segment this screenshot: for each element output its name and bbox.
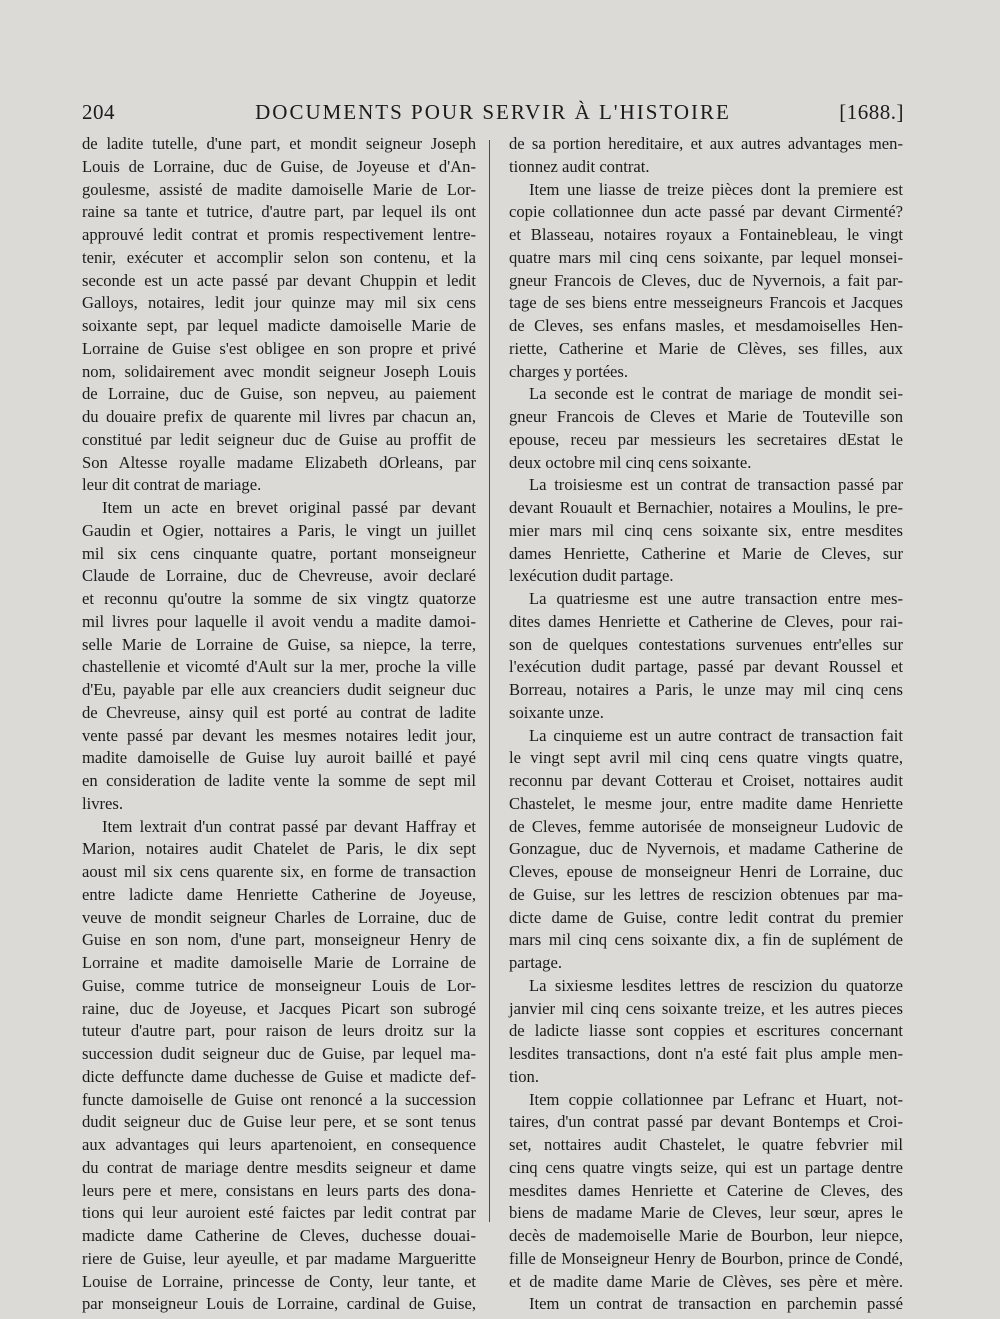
text-line: La troisiesme est un contrat de transaction passé par <box>529 475 903 495</box>
text-line: de ladicte liasse sont coppies et escritures concernant <box>509 1021 903 1041</box>
text-line: fille de Monseigneur Henry de Bourbon, prince de Condé, <box>509 1248 903 1268</box>
text-line: en consideration de ladite vente la somme de sept mil <box>82 771 476 790</box>
text-line: La seconde est le contrat de mariage de mondit sei- <box>529 384 903 404</box>
text-line: raine sa tante et tutrice, d'autre part, par lequel ils ont <box>82 202 476 222</box>
text-line: chastellenie et vicomté d'Ault sur la mer, proche la ville <box>82 657 476 677</box>
text-line: du contrat de mariage dentre mesdits seigneur et dame <box>82 1157 476 1177</box>
text-line: son de quelques contestations survenues entr'elles sur <box>509 634 903 654</box>
text-line: Guise en son nom, d'une part, monseigneur Henry de <box>82 930 476 950</box>
text-line: goulesme, assisté de madite damoiselle Marie de Lor- <box>82 179 476 199</box>
text-line: partage. <box>509 953 562 972</box>
text-line: functe damoiselle de Guise ont renoncé a la succession <box>82 1089 476 1109</box>
text-line: seconde est un acte passé par devant Chuppin et ledit <box>82 270 476 290</box>
text-line: Gonzague, duc de Nyvernois, et madame Catherine de <box>509 839 903 859</box>
text-line: livres. <box>82 793 124 813</box>
text-line: riere de Guise, leur ayeulle, et par madame Margueritte <box>82 1248 476 1268</box>
text-line: madite damoiselle de Guise luy auroit baillé et payé <box>82 748 476 768</box>
text-line: reconnu par devant Cotterau et Croiset, nottaires audit <box>509 771 903 790</box>
text-line: deux octobre mil cinq cens soixante. <box>509 452 752 472</box>
page-number: 204 <box>82 100 115 124</box>
text-line: riette, Catherine et Marie de Clèves, ses filles, aux <box>509 338 903 358</box>
text-line: Marion, notaires audit Chatelet de Paris, le dix sept <box>82 839 476 859</box>
text-line: Borreau, notaires a Paris, le unze may mil cinq cens <box>509 680 903 699</box>
text-line: selle Marie de Lorraine de Guise, sa niepce, la terre, <box>82 634 476 654</box>
text-line: La cinquieme est un autre contract de transaction fait <box>529 725 903 745</box>
text-line: de Lorraine, duc de Guise, son nepveu, au paiement <box>82 384 476 404</box>
text-line: Item un contrat de transaction en parchemin passé <box>529 1294 903 1314</box>
text-line: lesdites transactions, dont n'a esté fait plus ample men- <box>509 1044 903 1063</box>
column-divider <box>489 140 490 1222</box>
text-line: aoust mil six cens quarente six, en forme de transaction <box>82 862 476 881</box>
text-line: veuve de mondit seigneur Charles de Lorraine, duc de <box>82 907 476 927</box>
text-line: de sa portion hereditaire, et aux autres advantages men- <box>509 134 903 153</box>
text-line: Item coppie collationnee par Lefranc et Huart, not- <box>529 1089 903 1109</box>
text-line: Chastelet, le mesme jour, entre madite dame Henriette <box>509 793 903 813</box>
text-line: nom, solidairement avec mondit seigneur Joseph Louis <box>82 361 476 381</box>
text-line: le vingt sept avril mil cinq cens quatre vingts quatre, <box>509 748 903 768</box>
text-line: Item un acte en brevet original passé par devant <box>102 498 476 517</box>
text-line: mars mil cinq cens soixante dix, a fin de suplément de <box>509 930 903 950</box>
text-line: taires, d'un contrat passé par devant Bontemps et Croi- <box>509 1112 903 1132</box>
text-line: vente passé par devant les mesmes notaires ledit jour, <box>82 725 476 745</box>
text-line: de Cleves, femme autorisée de monseigneur Ludovic de <box>509 816 903 836</box>
text-line: copie collationnee dun acte passé par devant Cirmenté? <box>509 202 903 222</box>
text-line: devant Rouault et Bernachier, notaires a Moulins, le pre- <box>509 498 903 517</box>
text-line: gneur Francois de Cleves, duc de Nyvernois, a fait par- <box>509 270 903 290</box>
text-line: Galloys, notaires, ledit jour quinze may mil six cens <box>82 293 476 313</box>
text-line: tionnez audit contrat. <box>509 156 650 176</box>
text-line: dames Henriette, Catherine et Marie de Cleves, sur <box>509 543 903 563</box>
text-line: madicte dame Catherine de Cleves, duchesse douai- <box>82 1226 476 1245</box>
text-line: de Chevreuse, ainsy quil est porté au contrat de ladite <box>82 702 476 722</box>
text-line: tenir, exécuter et accomplir selon son contenu, et la <box>82 247 476 267</box>
text-line: par monseigneur Louis de Lorraine, cardinal de Guise, <box>82 1294 476 1314</box>
text-line: dites dames Henriette et Catherine de Cleves, pour rai- <box>509 611 903 631</box>
text-line: leur dit contrat de mariage. <box>82 475 262 495</box>
text-line: aux advantages qui leurs apartenoient, en consequence <box>82 1135 476 1154</box>
text-line: approuvé ledit contrat et promis respectivement lentre- <box>82 225 476 244</box>
text-line: epouse, receu par messieurs les secretaires dEstat le <box>509 429 903 449</box>
text-line: charges y portées. <box>509 361 629 381</box>
running-header <box>82 100 904 130</box>
text-line: tage de ses biens entre messeigneurs Francois et Jacques <box>509 293 903 313</box>
text-line: raine, duc de Joyeuse, et Jacques Picart son subrogé <box>82 998 476 1018</box>
text-line: et reconnu qu'outre la somme de six vingtz quatorze <box>82 589 476 608</box>
text-line: gneur Francois de Cleves et Marie de Touteville son <box>509 407 903 426</box>
text-line: dudit seigneur duc de Guise leur pere, et se sont tenus <box>82 1112 476 1132</box>
text-line: dicte dame de Guise, contre ledit contrat du premier <box>509 907 903 927</box>
running-title: DOCUMENTS POUR SERVIR À L'HISTOIRE <box>255 100 731 124</box>
text-line: Gaudin et Ogier, nottaires a Paris, le vingt un juillet <box>82 520 476 540</box>
text-line: La sixiesme lesdites lettres de rescizion du quatorze <box>529 975 903 995</box>
text-line: de ladite tutelle, d'une part, et mondit seigneur Joseph <box>82 134 476 153</box>
text-line: janvier mil cinq cens soixante treize, et les autres pieces <box>509 998 903 1018</box>
text-line: decès de mademoiselle Marie de Bourbon, leur niepce, <box>509 1226 903 1245</box>
header-year: [1688.] <box>839 100 904 124</box>
text-line: constitué par ledit seigneur duc de Guise au proffit de <box>82 429 476 449</box>
text-line: biens de madame Marie de Cleves, leur sœur, apres le <box>509 1203 903 1223</box>
text-line: soixante unze. <box>509 702 604 722</box>
text-line: et de madite dame Marie de Clèves, ses père et mère. <box>509 1271 903 1291</box>
text-line: entre ladicte dame Henriette Catherine de Joyeuse, <box>82 884 476 904</box>
text-line: mesdites dames Henriette et Caterine de Cleves, des <box>509 1180 903 1200</box>
text-line: tuteur d'autre part, pour raison de leurs droitz sur la <box>82 1021 476 1041</box>
text-line: soixante sept, par lequel madicte damoiselle Marie de <box>82 316 476 335</box>
text-line: Cleves, epouse de monseigneur Henri de Lorraine, duc <box>509 862 903 881</box>
text-line: La quatriesme est une autre transaction entre mes- <box>529 589 903 608</box>
text-line: quatre mars mil cinq cens soixante, par lequel monsei- <box>509 247 903 267</box>
text-line: succession dudit seigneur duc de Guise, par lequel ma- <box>82 1044 476 1063</box>
text-line: Louise de Lorraine, princesse de Conty, leur tante, et <box>82 1271 476 1291</box>
text-line: set, nottaires audit Chastelet, le quatre febvrier mil <box>509 1135 903 1154</box>
text-line: mil livres pour laquelle il avoit vendu a madite damoi- <box>82 611 476 631</box>
left-column <box>82 133 476 1316</box>
text-line: mil six cens cinquante quatre, portant monseigneur <box>82 543 476 563</box>
text-line: de Cleves, ses enfans masles, et mesdamoiselles Hen- <box>509 316 903 335</box>
text-line: dicte deffuncte dame duchesse de Guise et madicte def- <box>82 1066 476 1086</box>
text-line: Claude de Lorraine, duc de Chevreuse, avoir declaré <box>82 566 476 586</box>
text-line: Lorraine et madite damoiselle Marie de Lorraine de <box>82 953 476 972</box>
text-line: Item lextrait d'un contrat passé par devant Haffray et <box>102 816 476 836</box>
text-line: Louis de Lorraine, duc de Guise, de Joyeuse et d'An- <box>82 156 476 176</box>
text-line: Son Altesse royalle madame Elizabeth dOrleans, par <box>82 452 476 472</box>
text-line: leurs pere et mere, consistans en leurs parts des dona- <box>82 1180 476 1200</box>
text-line: tion. <box>509 1066 539 1086</box>
right-column <box>509 133 903 1316</box>
text-line: de Guise, sur les lettres de rescizion obtenues par ma- <box>509 884 903 904</box>
text-line: l'exécution dudit partage, passé par devant Roussel et <box>509 657 903 677</box>
text-line: Item une liasse de treize pièces dont la premiere est <box>529 179 903 199</box>
text-line: Guise, comme tutrice de monseigneur Louis de Lor- <box>82 975 476 995</box>
text-line: du douaire prefix de quarente mil livres par chacun an, <box>82 407 476 426</box>
text-line: Lorraine de Guise s'est obligee en son propre et privé <box>82 338 476 358</box>
text-line: et Blasseau, notaires royaux a Fontainebleau, le vingt <box>509 225 903 244</box>
text-line: cinq cens quatre vingts seize, qui est un partage dentre <box>509 1157 903 1177</box>
text-line: d'Eu, payable par elle aux creanciers dudit seigneur duc <box>82 680 476 699</box>
text-line: mier mars mil cinq cens soixante six, entre mesdites <box>509 520 903 540</box>
text-line: lexécution dudit partage. <box>509 566 674 586</box>
text-line: tions qui leur auroient esté faictes par ledit contrat par <box>82 1203 476 1223</box>
